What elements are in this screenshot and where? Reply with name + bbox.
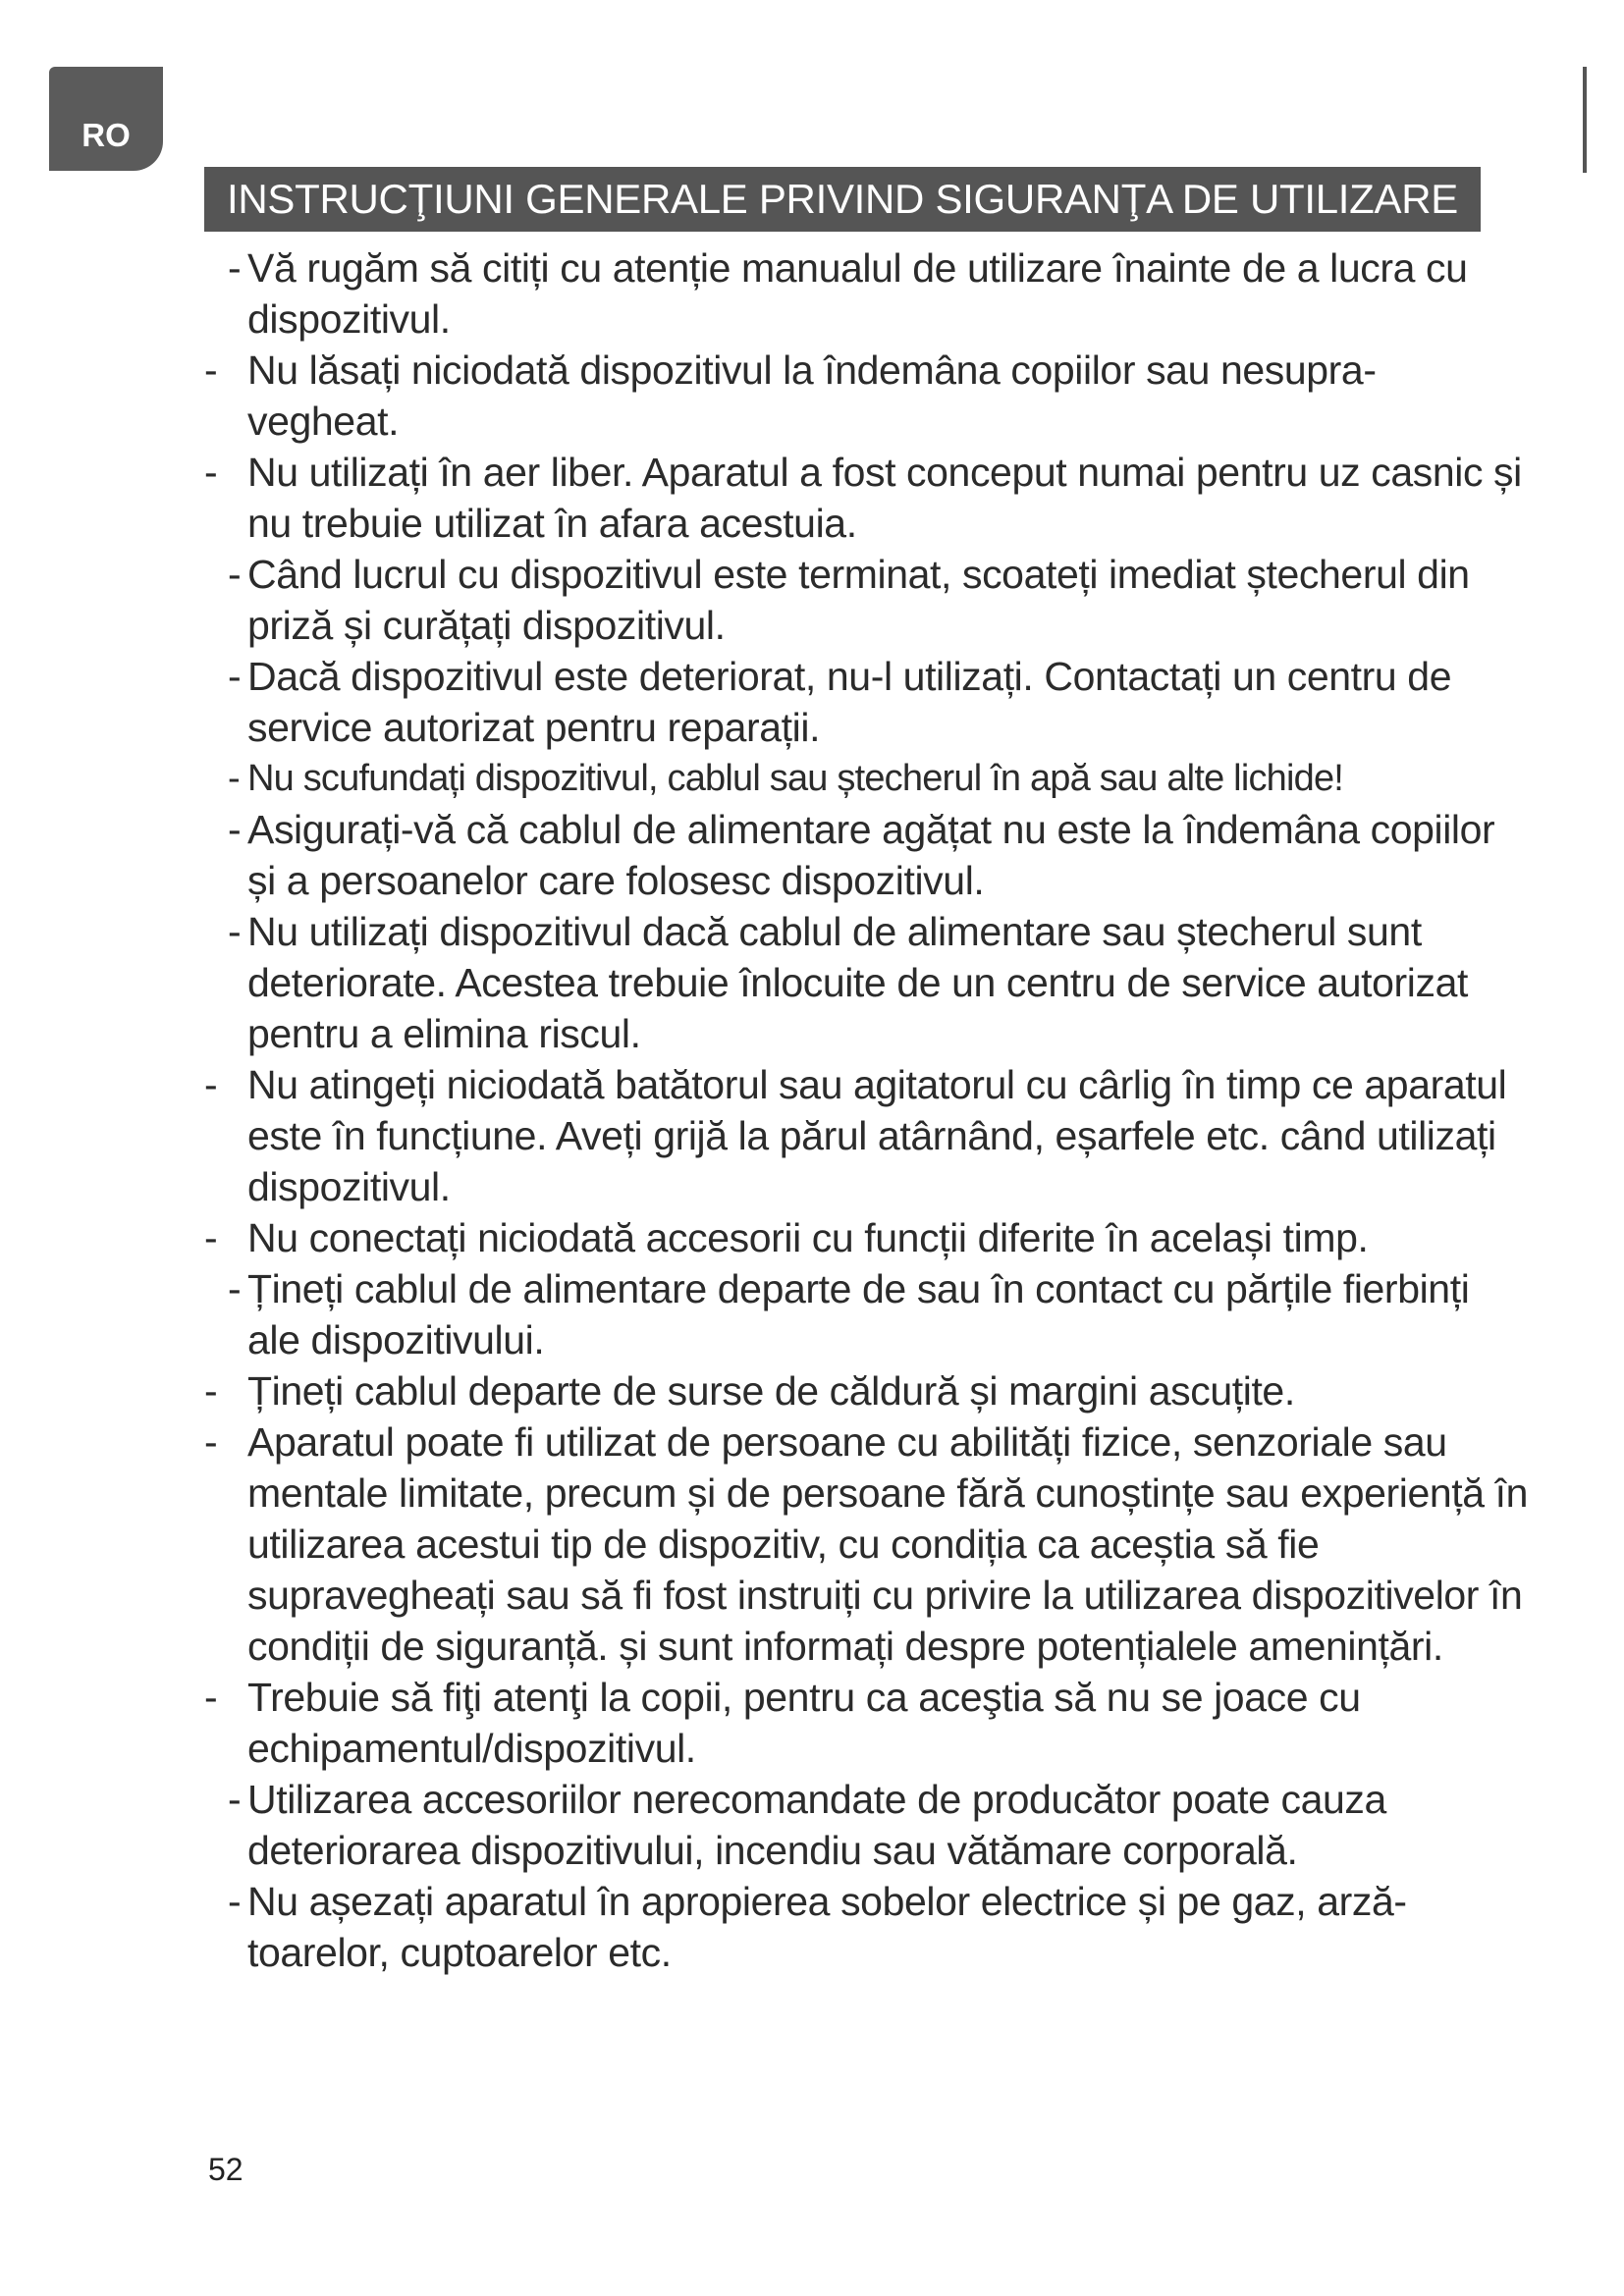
bullet-dash: - [204,1419,218,1465]
bullet-dash: - [228,654,242,699]
bullet-dash: - [228,1266,242,1311]
bullet-dash: - [204,1675,218,1720]
list-item [196,753,1532,804]
bullet-dash: - [204,450,218,495]
list-item [196,651,1532,753]
list-item [196,1876,1532,1978]
list-item [196,906,1532,1059]
bullet-dash: - [204,1368,218,1414]
bullet-dash: - [228,909,242,954]
list-item [196,1263,1532,1365]
list-item [196,345,1532,447]
list-item [196,1416,1532,1672]
bullet-dash: - [228,1777,242,1822]
item-text: Utilizarea accesoriilor nerecomandate de producător poate cauza deteriorarea dispozitivului, incendiu sau vătămare corporală. [247,1777,1386,1873]
item-text: Nu așezați aparatul în apropierea sobelor electrice și pe gaz, arză- toarelor, cuptoarelor etc. [247,1879,1407,1975]
item-text: Vă rugăm să citiți cu atenție manualul de utilizare înainte de a lucra cu dispozitivul. [247,245,1468,342]
bullet-dash: - [228,807,242,852]
safety-instructions-list [196,242,1532,1978]
item-text: Nu utilizați dispozitivul dacă cablul de alimentare sau ștecherul sunt deteriorate. Acestea trebuie înlocuite de un centru de service autorizat pentru a elimina riscul. [247,909,1468,1056]
language-tab: RO [49,67,163,171]
bullet-dash: - [228,552,242,597]
item-text: Trebuie să fiţi atenţi la copii, pentru ca aceştia să nu se joace cu echipamentul/dispozitivul. [247,1675,1361,1771]
bullet-dash: - [228,1879,242,1924]
bullet-dash: - [228,758,240,799]
list-item [196,242,1532,345]
page-number: 52 [208,2152,244,2187]
page-edge-marker [1583,67,1587,173]
item-text: Nu conectați niciodată accesorii cu funcții diferite în același timp. [247,1215,1369,1260]
item-text: Dacă dispozitivul este deteriorat, nu-l utilizați. Contactați un centru de service autorizat pentru reparații. [247,654,1452,750]
list-item [196,1672,1532,1774]
list-item [196,1365,1532,1416]
bullet-dash: - [204,1215,218,1260]
list-item [196,804,1532,906]
item-text: Țineți cablul de alimentare departe de sau în contact cu părțile fierbinți ale dispozitivului. [247,1266,1470,1362]
list-item [196,447,1532,549]
item-text: Aparatul poate fi utilizat de persoane cu abilități fizice, senzoriale sau mentale limitate, precum și de persoane fără cunoștințe sau experiență în utilizarea acestui tip de dispozitiv, cu condiția ca aceștia să fie supravegheați sau să fi fost instruiți cu privire la utilizarea dispozitivelor în condiții de siguranță. și sunt informați despre potențialele amenințări. [247,1419,1529,1669]
item-text: Nu atingeți niciodată batătorul sau agitatorul cu cârlig în timp ce aparatul este în funcțiune. Aveți grijă la părul atârnând, eșarfele etc. când utilizați dispozitivul. [247,1062,1507,1209]
item-text: Când lucrul cu dispozitivul este terminat, scoateți imediat ștecherul din priză și curățați dispozitivul. [247,552,1470,648]
item-text: Țineți cablul departe de surse de căldură și margini ascuțite. [247,1368,1295,1414]
bullet-dash: - [204,347,218,393]
item-text: Asigurați-vă că cablul de alimentare agățat nu este la îndemâna copiilor și a persoanelor care folosesc dispozitivul. [247,807,1495,903]
item-text: Nu scufundați dispozitivul, cablul sau ștecherul în apă sau alte lichide! [247,758,1344,799]
item-text: Nu lăsați niciodată dispozitivul la îndemâna copiilor sau nesupra- vegheat. [247,347,1377,444]
bullet-dash: - [204,1062,218,1107]
list-item [196,1212,1532,1263]
list-item [196,1059,1532,1212]
item-text: Nu utilizați în aer liber. Aparatul a fost conceput numai pentru uz casnic și nu trebuie utilizat în afara acestuia. [247,450,1522,546]
list-item [196,549,1532,651]
bullet-dash: - [228,245,242,291]
list-item [196,1774,1532,1876]
section-title: INSTRUCŢIUNI GENERALE PRIVIND SIGURANŢA DE UTILIZARE [204,167,1481,232]
